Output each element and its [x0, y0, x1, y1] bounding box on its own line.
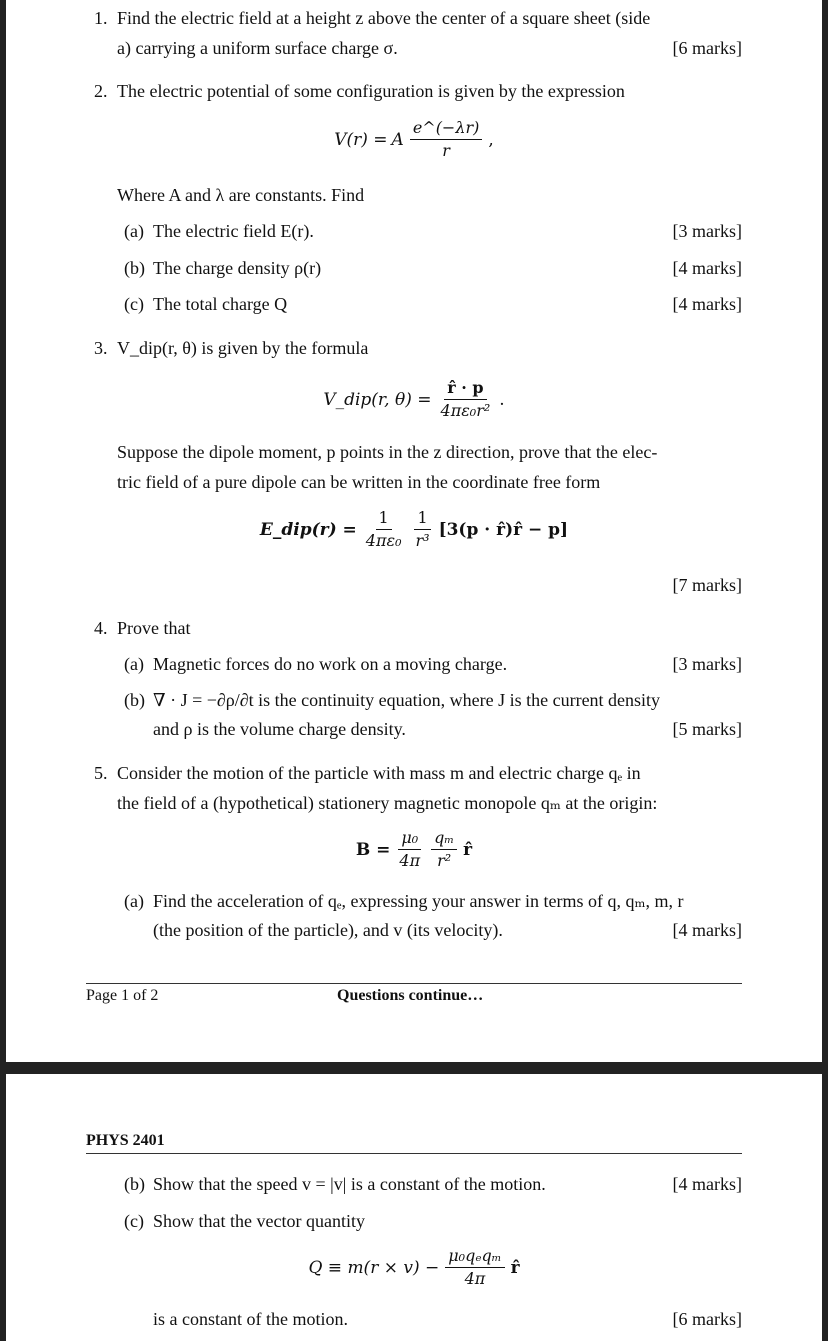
- q5-line2: the field of a (hypothetical) stationery magnetic monopole qₘ at the origin:: [117, 793, 658, 813]
- q3-eq2-num1: 1: [376, 508, 392, 530]
- q4a-text: Magnetic forces do no work on a moving charge.: [153, 654, 508, 674]
- q2c-label: (c): [124, 294, 144, 314]
- q5-eq-lhs: B =: [355, 839, 391, 860]
- q3-eq2-den2: r³: [415, 531, 430, 550]
- q3-eq2-num2: 1: [414, 508, 430, 530]
- q1-marks: [6 marks]: [672, 38, 742, 58]
- q3-equation: [6, 378, 822, 421]
- q3-line1: V_dip(r, θ) is given by the formula: [117, 338, 369, 358]
- q4-line1: Prove that: [117, 618, 191, 638]
- q5-eq-den2: r²: [437, 851, 452, 870]
- q5c-eq-fraction: [445, 1246, 504, 1289]
- q3-eq2-fraction1: [363, 508, 405, 551]
- footer-rule: [86, 983, 742, 984]
- q5c-eq-denominator: 4π: [464, 1269, 486, 1288]
- q2b-text: The charge density ρ(r): [153, 258, 322, 278]
- q1-number: 1.: [94, 8, 108, 28]
- header-rule: [86, 1153, 742, 1154]
- q3-number: 3.: [94, 338, 108, 358]
- q2-eq-tail: ,: [488, 129, 494, 150]
- q4a-label: (a): [124, 654, 144, 674]
- q5-eq-fraction1: [396, 828, 423, 871]
- q5a-text2: (the position of the particle), and v (its velocity).: [153, 920, 503, 940]
- q2b-marks: [4 marks]: [672, 258, 742, 278]
- q5-eq-den1: 4π: [399, 851, 421, 870]
- q3-eq2-lhs: E_dip(r) =: [259, 519, 357, 540]
- q2-equation: [6, 118, 822, 161]
- q2-eq-lhs: V(r) =: [334, 129, 388, 150]
- q5c-eq-lhs: Q ≡ m(r × v) −: [308, 1257, 440, 1278]
- footer-page-number: Page 1 of 2: [86, 987, 159, 1004]
- q5-eq-num2: qₘ: [431, 828, 457, 850]
- q3-eq2-fraction2: [413, 508, 433, 551]
- q5c-closing: is a constant of the motion.: [153, 1309, 348, 1329]
- q3-eq-tail: .: [499, 389, 505, 410]
- q5-equation: [6, 828, 822, 871]
- q5b-marks: [4 marks]: [672, 1174, 742, 1194]
- q2c-marks: [4 marks]: [672, 294, 742, 314]
- q4b-text2: and ρ is the volume charge density.: [153, 719, 406, 739]
- q2c-text: The total charge Q: [153, 294, 288, 314]
- q5c-equation: [6, 1246, 822, 1289]
- q2-eq-numerator: e^(−λr): [410, 118, 483, 140]
- q5a-text: Find the acceleration of qₑ, expressing your answer in terms of q, qₘ, m, r: [153, 891, 684, 911]
- q5a-label: (a): [124, 891, 144, 911]
- q3-eq2-tail: [3(p · r̂)r̂ − p]: [438, 519, 569, 540]
- q5c-text: Show that the vector quantity: [153, 1211, 365, 1231]
- q3-para2: tric field of a pure dipole can be written in the coordinate free form: [117, 472, 601, 492]
- q2a-label: (a): [124, 221, 144, 241]
- q4b-label: (b): [124, 690, 145, 710]
- q3-eq2-den1: 4πε₀: [365, 531, 402, 550]
- q5c-label: (c): [124, 1211, 144, 1231]
- q5-eq-fraction2: [431, 828, 457, 871]
- q4a-marks: [3 marks]: [672, 654, 742, 674]
- q3-equation2: [6, 508, 822, 551]
- q3-eq-denominator: 4πε₀r²: [440, 401, 491, 420]
- q5-eq-tail: r̂: [463, 839, 473, 860]
- q1-line2: a) carrying a uniform surface charge σ.: [117, 38, 398, 58]
- q2-where: Where A and λ are constants. Find: [117, 185, 365, 205]
- q4b-marks: [5 marks]: [672, 719, 742, 739]
- q2-line1: The electric potential of some configuration is given by the expression: [117, 81, 625, 101]
- q3-para1: Suppose the dipole moment, p points in the z direction, prove that the elec-: [117, 442, 658, 462]
- q5c-eq-numerator: μ₀qₑqₘ: [445, 1246, 504, 1268]
- q4-number: 4.: [94, 618, 108, 638]
- q5-number: 5.: [94, 763, 108, 783]
- q5a-marks: [4 marks]: [672, 920, 742, 940]
- q2-eq-denominator: r: [442, 141, 450, 160]
- q5-line1: Consider the motion of the particle with mass m and electric charge qₑ in: [117, 763, 641, 783]
- q2-number: 2.: [94, 81, 108, 101]
- q2-eq-coef: A: [391, 129, 404, 150]
- footer-continue: Questions continue…: [337, 987, 484, 1004]
- q5b-text: Show that the speed v = |v| is a constant of the motion.: [153, 1174, 546, 1194]
- q5c-marks: [6 marks]: [672, 1309, 742, 1329]
- q2a-text: The electric field E(r).: [153, 221, 314, 241]
- page2-header: PHYS 2401: [86, 1132, 165, 1149]
- q1-line1: Find the electric field at a height z above the center of a square sheet (side: [117, 8, 651, 28]
- exam-page-2: [6, 1074, 822, 1341]
- q2b-label: (b): [124, 258, 145, 278]
- q3-marks: [7 marks]: [672, 575, 742, 595]
- exam-page-1: [6, 0, 822, 1062]
- q4b-text: ∇ · J = −∂ρ/∂t is the continuity equation, where J is the current density: [153, 690, 661, 710]
- q5c-eq-tail: r̂: [510, 1257, 520, 1278]
- q3-eq-numerator: r̂ · p: [444, 378, 486, 400]
- q2-eq-fraction: [410, 118, 483, 161]
- q3-eq-fraction: [438, 378, 494, 421]
- q5b-label: (b): [124, 1174, 145, 1194]
- q3-eq-lhs: V_dip(r, θ) =: [323, 389, 432, 410]
- q5-eq-num1: μ₀: [398, 828, 421, 850]
- q2a-marks: [3 marks]: [672, 221, 742, 241]
